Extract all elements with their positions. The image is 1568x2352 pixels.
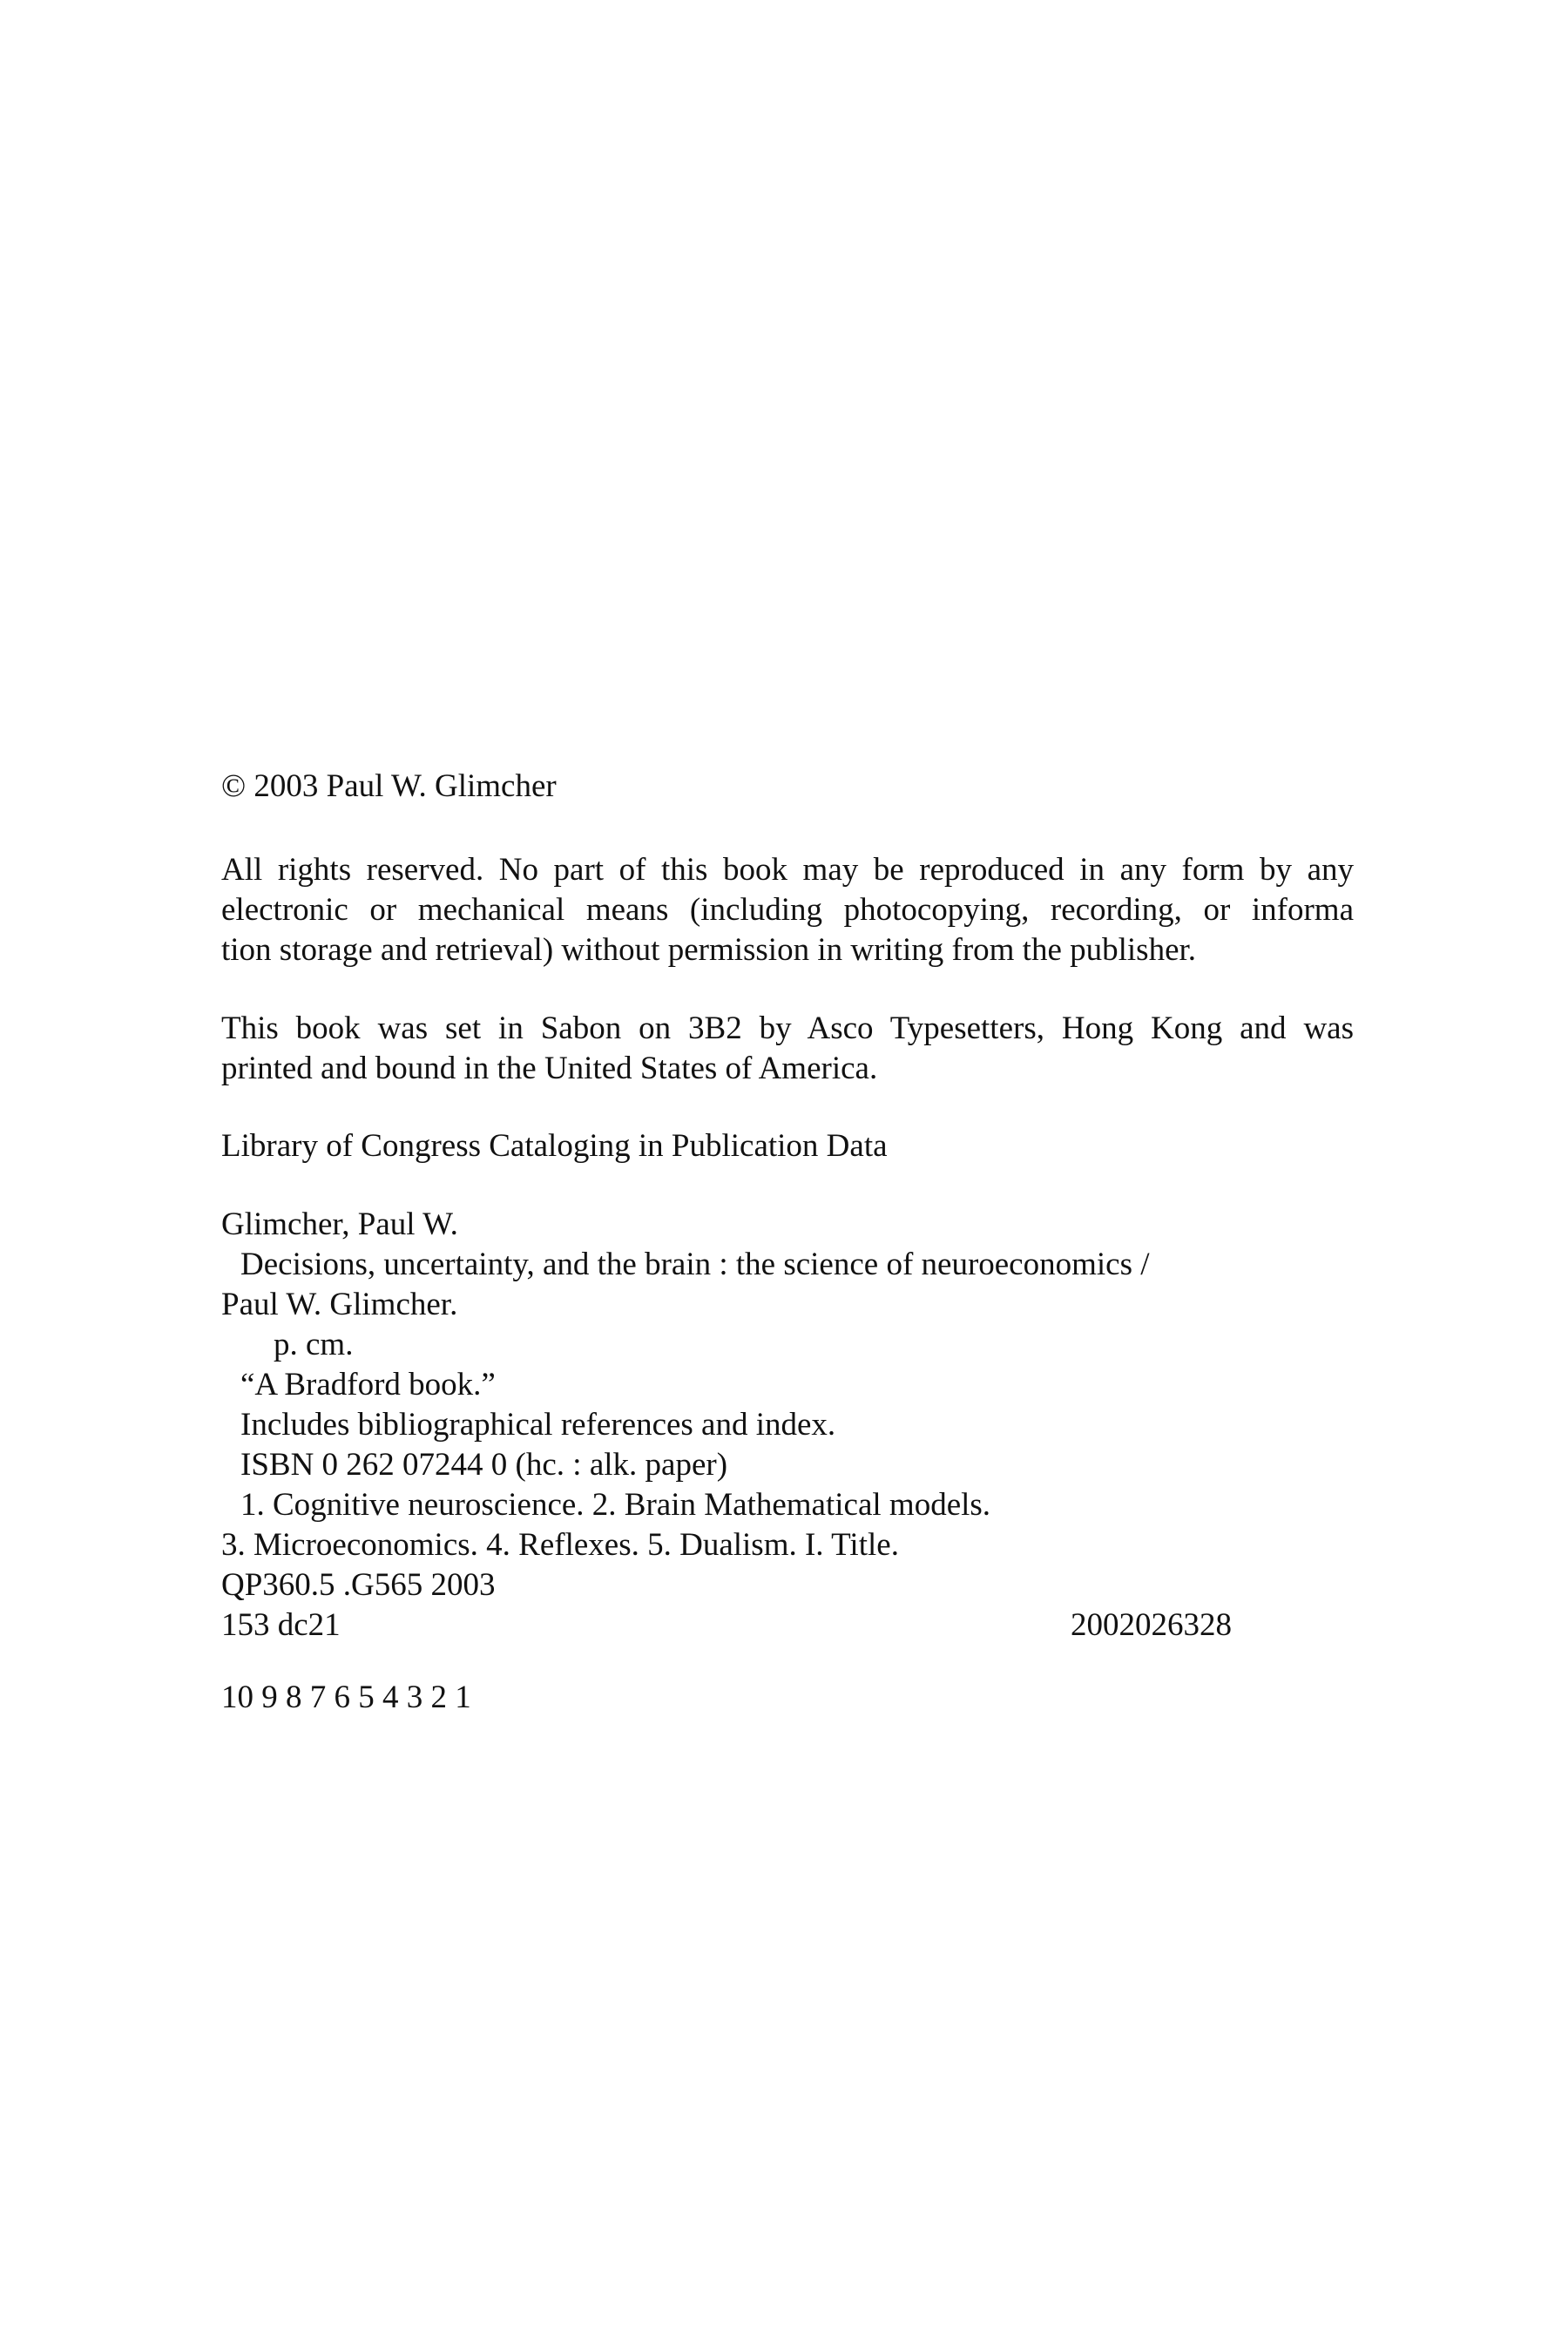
catalog-isbn: ISBN 0 262 07244 0 (hc. : alk. paper) [240,1447,728,1483]
rights-line-1: All rights reserved. No part of this book may be reproduced in any form by any [221,852,1354,888]
catalog-title-line-1: Decisions, uncertainty, and the brain : the science of neuroeconomics / [240,1247,1150,1282]
rights-line-3: tion storage and retrieval) without permission in writing from the publisher. [221,932,1197,968]
printing-line [221,1678,1354,1718]
catalog-bibliography-note: Includes bibliographical references and index. [240,1407,836,1443]
catalog-record [221,1205,1354,1646]
copyright-line: © 2003 Paul W. Glimcher [221,768,557,804]
catalog-lccn: 2002026328 [1071,1607,1232,1643]
printing-numbers: 10 9 8 7 6 5 4 3 2 1 [221,1680,471,1715]
catalog-pagination: p. cm. [274,1327,354,1362]
rights-line-2: electronic or mechanical means (including photocopying, recording, or informa [221,892,1354,928]
catalog-subjects-line-2: 3. Microeconomics. 4. Reflexes. 5. Dualism. I. Title. [221,1527,899,1563]
catalog-dewey: 153 dc21 [221,1607,341,1643]
catalog-author: Glimcher, Paul W. [221,1206,458,1242]
typesetting-line-2: printed and bound in the United States of America. [221,1051,878,1086]
copyright-notice [221,767,1354,807]
lccip-heading [221,1126,1354,1166]
typesetting-paragraph [221,1009,1354,1089]
catalog-lc-call-number: QP360.5 .G565 2003 [221,1567,496,1603]
catalog-classification-row [221,1605,1232,1646]
catalog-series-note: “A Bradford book.” [240,1367,496,1402]
catalog-subjects-line-1: 1. Cognitive neuroscience. 2. Brain Mathematical models. [240,1487,991,1523]
lccip-heading-text: Library of Congress Cataloging in Publication Data [221,1128,888,1164]
catalog-title-line-2: Paul W. Glimcher. [221,1287,458,1322]
rights-paragraph [221,850,1354,970]
typesetting-line-1: This book was set in Sabon on 3B2 by Asco Typesetters, Hong Kong and was [221,1010,1354,1046]
